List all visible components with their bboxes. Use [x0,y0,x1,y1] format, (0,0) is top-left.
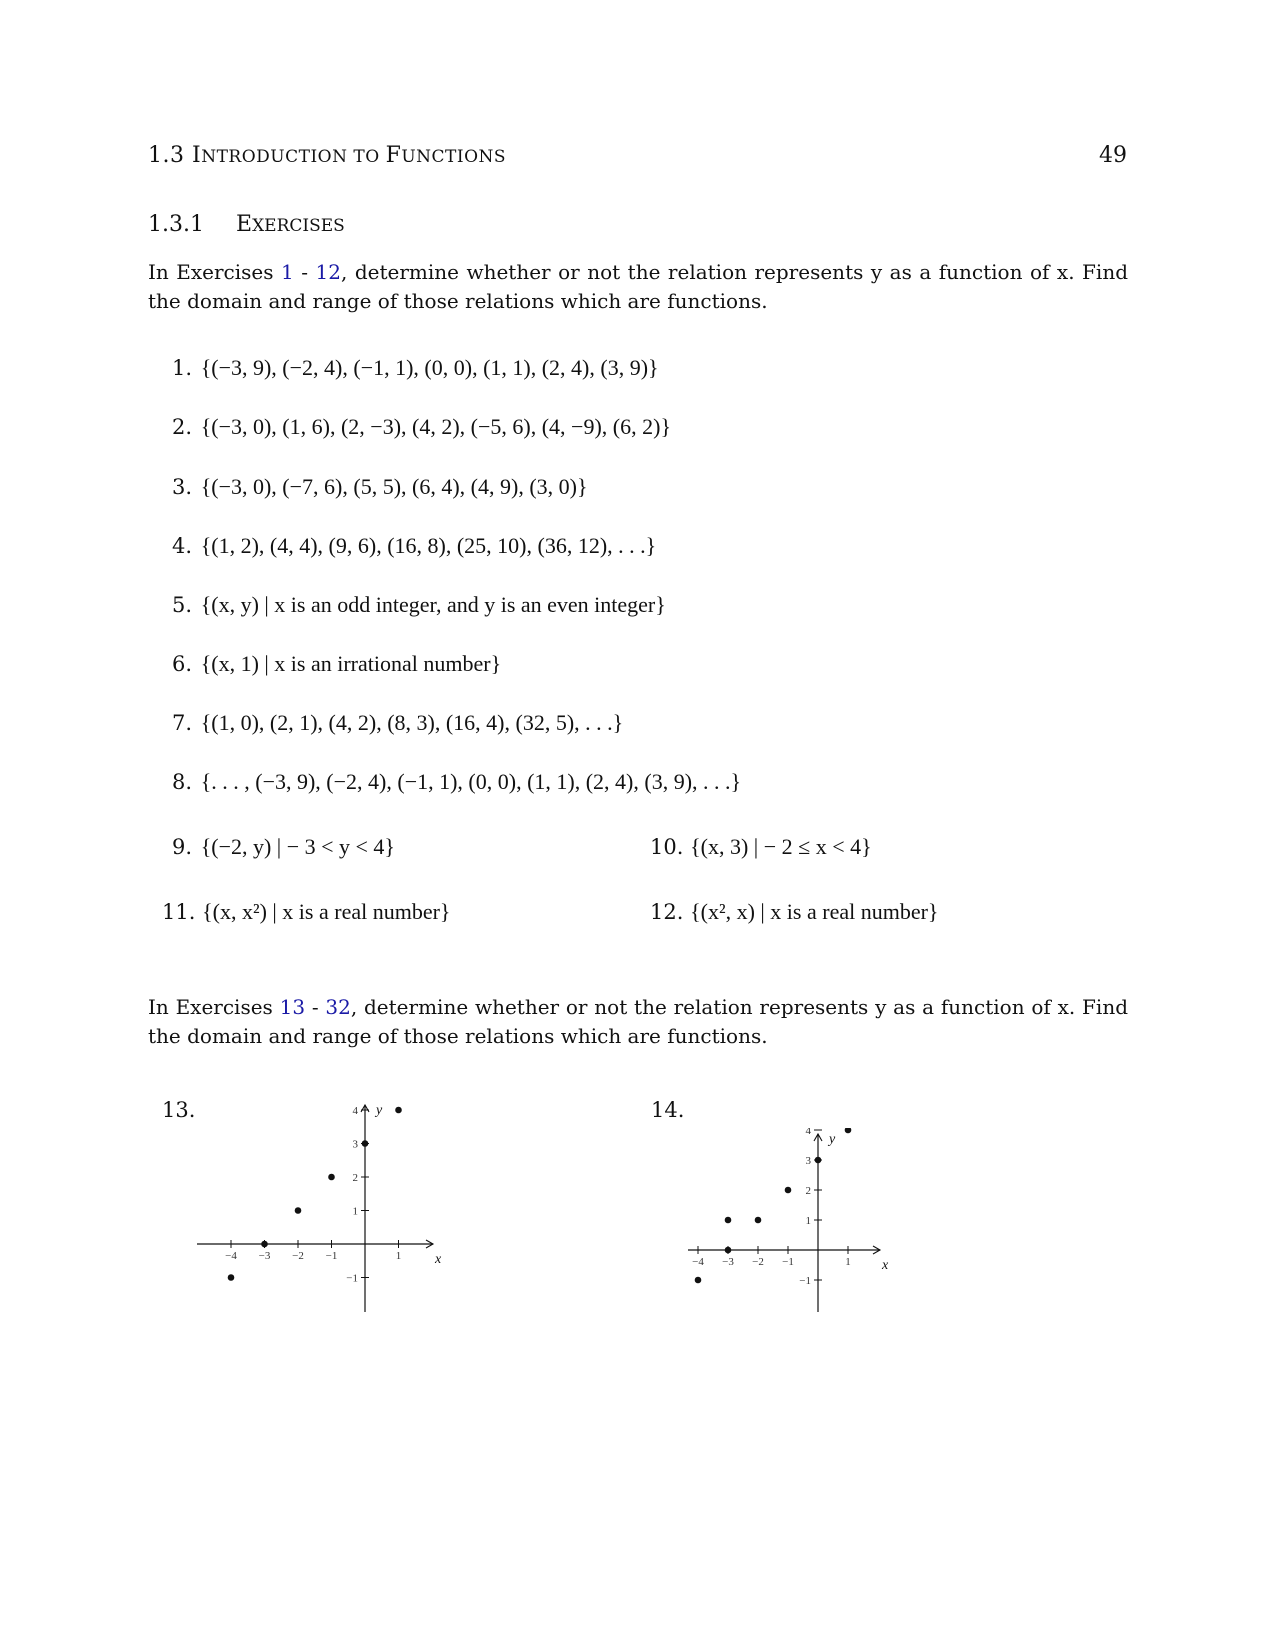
exercise-relation: {(−2, y) | − 3 < y < 4} [200,834,395,859]
exercise-item [172,651,501,677]
exercise-item [172,355,659,381]
exercise-number: 9. [172,835,193,859]
running-head-title-rest: NTRODUCTION TO [201,147,386,167]
intro-text: , determine whether or not the relation represents y as a function of x. Find the domain and range of those relations which are functions. [148,995,1129,1048]
y-tick-label: 1 [352,1205,358,1218]
exercise-relation: {(x², x) | x is a real number} [690,899,939,924]
x-axis-label: x [435,1252,442,1267]
exercise-item [650,899,938,925]
running-head-title-initial: I [192,143,202,168]
exercise-number: 10. [650,835,684,859]
exercise-number: 7. [172,711,193,735]
exercise-number: 1. [172,356,193,380]
exercise-relation: {(1, 0), (2, 1), (4, 2), (8, 3), (16, 4), (32, 5), . . .} [200,710,624,735]
scatter-plot-14 [688,1128,928,1363]
y-tick-label: 3 [805,1155,811,1167]
exercise-number: 4. [172,534,193,558]
x-tick-label: −1 [782,1256,794,1268]
intro-paragraph-2 [148,993,1128,1051]
running-head-title-f: F [385,143,402,168]
exercise-number: 11. [162,900,196,924]
exercise-number: 12. [650,900,684,924]
exercise-relation: {. . . , (−3, 9), (−2, 4), (−1, 1), (0, 0), (1, 1), (2, 4), (3, 9), . . .} [200,769,742,794]
y-tick-label: −1 [346,1272,358,1285]
y-tick-label: 4 [805,1128,811,1137]
running-head [148,143,506,168]
x-tick-label: −4 [225,1250,237,1262]
exercise-relation: {(−3, 9), (−2, 4), (−1, 1), (0, 0), (1, 1), (2, 4), (3, 9)} [200,355,659,380]
x-tick-label: −3 [258,1250,271,1262]
exercise-item [172,414,671,440]
data-point [695,1277,702,1284]
data-point [362,1140,369,1147]
data-point [725,1247,732,1254]
exercise-number: 8. [172,770,193,794]
x-tick-label: −4 [692,1256,704,1268]
exercise-item [162,899,450,925]
section-title-rest: XERCISES [252,216,345,236]
running-head-section-number: 1.3 [148,143,185,168]
x-tick-label: −3 [722,1256,734,1268]
exercise-relation: {(−3, 0), (−7, 6), (5, 5), (6, 4), (4, 9), (3, 0)} [200,474,588,499]
exercise-item [172,474,588,500]
x-tick-label: 1 [845,1256,851,1268]
intro-dash: - [305,995,326,1019]
section-heading [148,212,345,237]
exercise-item [172,834,395,860]
exercise-link-13[interactable]: 13 [279,995,306,1019]
exercise-item [172,710,623,736]
exercise-number: 3. [172,475,193,499]
intro-paragraph-1 [148,258,1128,316]
exercise-link-1[interactable]: 1 [281,260,294,284]
intro-dash: - [293,260,316,284]
y-tick-label: 3 [352,1138,358,1151]
data-point [785,1187,792,1194]
exercise-link-32[interactable]: 32 [325,995,351,1019]
x-tick-label: −2 [292,1250,304,1262]
data-point [725,1217,732,1224]
data-point [845,1128,852,1133]
intro-text: , determine whether or not the relation represents y as a function of x. Find the domain and range of those relations which are functions. [148,260,1129,313]
x-tick-label: 1 [395,1250,402,1262]
page-number: 49 [1099,143,1127,168]
exercise-relation: {(x, 1) | x is an irrational number} [200,651,502,676]
section-number: 1.3.1 [148,212,204,237]
exercise-relation: {(−3, 0), (1, 6), (2, −3), (4, 2), (−5, 6), (4, −9), (6, 2)} [200,414,672,439]
y-tick-label: 1 [805,1215,811,1227]
y-axis-label: y [829,1132,836,1147]
intro-text: In Exercises [148,995,280,1019]
exercise-number: 6. [172,652,193,676]
exercise-number-13: 13. [162,1098,196,1122]
exercise-relation: {(1, 2), (4, 4), (9, 6), (16, 8), (25, 10), (36, 12), . . .} [200,533,657,558]
exercise-item [172,592,666,618]
y-tick-label: 2 [805,1185,811,1197]
data-point [755,1217,762,1224]
scatter-plot-13 [195,1100,465,1365]
exercise-number: 2. [172,415,193,439]
exercise-link-12[interactable]: 12 [315,260,341,284]
x-axis-label: x [882,1258,889,1273]
exercise-item [172,533,656,559]
y-tick-label: −1 [799,1275,811,1287]
data-point [228,1274,235,1281]
exercise-item [650,834,872,860]
exercise-relation: {(x, y) | x is an odd integer, and y is an even integer} [200,592,666,617]
exercise-number-14: 14. [651,1098,685,1122]
intro-text: In Exercises [148,260,282,284]
exercise-relation: {(x, 3) | − 2 ≤ x < 4} [690,834,872,859]
data-point [295,1207,302,1214]
x-tick-label: −1 [325,1250,338,1262]
section-title-initial: E [236,212,253,237]
data-point [328,1174,335,1181]
data-point [395,1107,402,1114]
data-point [815,1157,822,1164]
exercise-relation: {(x, x²) | x is a real number} [202,899,451,924]
y-tick-label: 2 [352,1172,358,1184]
running-head-title-rest2: UNCTIONS [401,147,507,167]
x-tick-label: −2 [752,1256,764,1268]
exercise-item [172,769,741,795]
y-tick-label: 4 [352,1105,358,1117]
exercise-number: 5. [172,593,193,617]
data-point [261,1241,268,1248]
y-axis-label: y [376,1103,383,1118]
